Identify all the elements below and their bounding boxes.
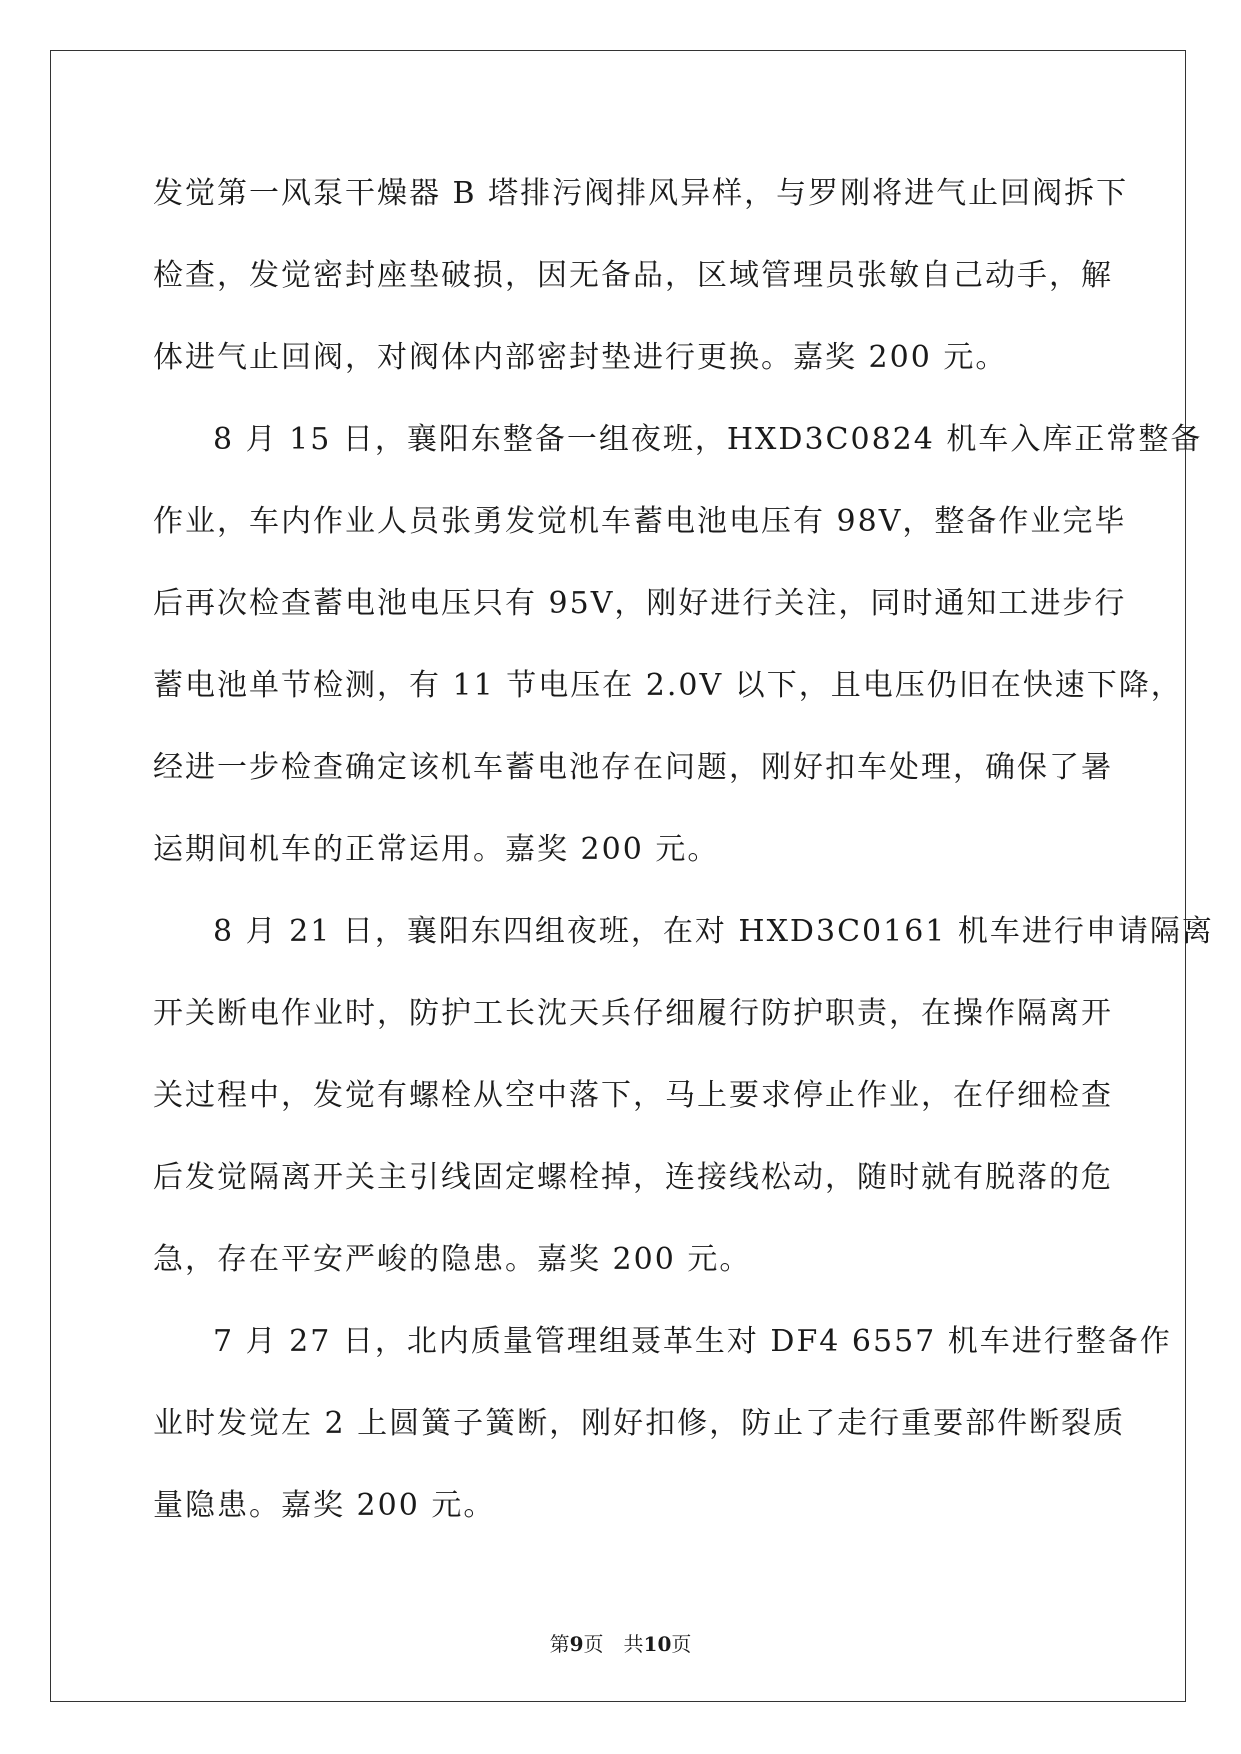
page-number: 9 <box>569 1632 584 1656</box>
footer-prefix: 第 <box>549 1632 570 1656</box>
paragraph <box>153 1301 1172 1547</box>
page-total: 10 <box>643 1632 672 1656</box>
text-line: 7 月 27 日，北内质量管理组聂革生对 DF4 6557 机车进行整备作 <box>213 1324 1172 1359</box>
page-footer <box>0 1630 1241 1658</box>
document-body <box>153 153 1214 1547</box>
text-line: 8 月 15 日，襄阳东整备一组夜班，HXD3C0824 机车入库正常整备 <box>213 422 1203 457</box>
text-line: 急，存在平安严峻的隐患。嘉奖 200 元。 <box>153 1242 752 1277</box>
text-line: 发觉第一风泵干燥器 B 塔排污阀排风异样，与罗刚将进气止回阀拆下 <box>153 176 1129 211</box>
text-line: 蓄电池单节检测，有 11 节电压在 2.0V 以下，且电压仍旧在快速下降， <box>153 668 1183 703</box>
text-line: 运期间机车的正常运用。嘉奖 200 元。 <box>153 832 720 867</box>
text-line: 开关断电作业时，防护工长沈天兵仔细履行防护职责，在操作隔离开 <box>153 996 1113 1031</box>
paragraph <box>153 153 1129 399</box>
text-line: 后发觉隔离开关主引线固定螺栓掉，连接线松动，随时就有脱落的危 <box>153 1160 1113 1195</box>
text-line: 检查，发觉密封座垫破损，因无备品，区域管理员张敏自己动手，解 <box>153 258 1113 293</box>
paragraph <box>153 891 1214 1301</box>
footer-suffix: 页 <box>671 1632 692 1656</box>
text-line: 作业，车内作业人员张勇发觉机车蓄电池电压有 98V，整备作业完毕 <box>153 504 1127 539</box>
text-line: 量隐患。嘉奖 200 元。 <box>153 1488 496 1523</box>
footer-mid: 页 共 <box>583 1632 644 1656</box>
text-line: 业时发觉左 2 上圆簧子簧断，刚好扣修，防止了走行重要部件断裂质 <box>153 1406 1126 1441</box>
text-line: 关过程中，发觉有螺栓从空中落下，马上要求停止作业，在仔细检查 <box>153 1078 1113 1113</box>
text-line: 经进一步检查确定该机车蓄电池存在问题，刚好扣车处理，确保了暑 <box>153 750 1113 785</box>
paragraph <box>153 399 1203 891</box>
text-line: 体进气止回阀，对阀体内部密封垫进行更换。嘉奖 200 元。 <box>153 340 1008 375</box>
text-line: 后再次检查蓄电池电压只有 95V，刚好进行关注，同时通知工进步行 <box>153 586 1127 621</box>
text-line: 8 月 21 日，襄阳东四组夜班，在对 HXD3C0161 机车进行申请隔离 <box>213 914 1214 949</box>
